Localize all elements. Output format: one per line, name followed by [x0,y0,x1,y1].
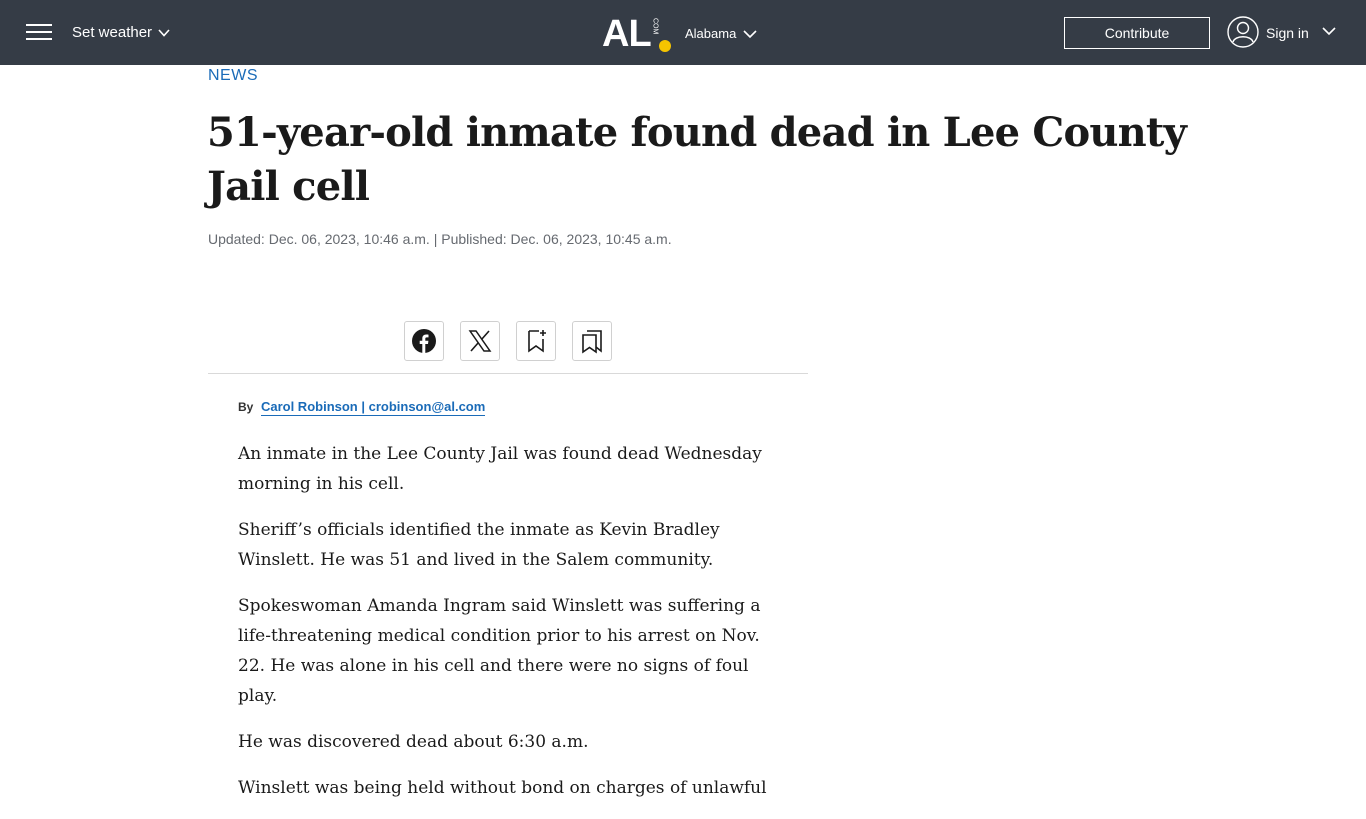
article-paragraph: He was discovered dead about 6:30 a.m. [238,732,589,752]
article-byline [238,399,485,414]
save-article-button[interactable] [516,321,556,361]
hamburger-menu-icon[interactable] [26,24,52,42]
x-icon [468,329,492,353]
article-paragraph: An inmate in the Lee County Jail was found dead Wednesday morning in his cell. [238,444,762,494]
region-label: Alabama [685,26,737,41]
dateline-separator: | [433,231,438,247]
logo-text: AL [602,13,651,55]
user-avatar-icon[interactable] [1227,16,1259,48]
contribute-button[interactable] [1064,17,1210,49]
saved-bookmarks-icon [580,329,604,353]
share-toolbar [208,321,808,374]
article-paragraph: Winslett was being held without bond on charges of unlawful [238,778,767,798]
chevron-down-icon[interactable] [1322,26,1336,36]
published-timestamp: Published: Dec. 06, 2023, 10:45 a.m. [441,231,672,247]
article-paragraph: Spokeswoman Amanda Ingram said Winslett was suffering a life-threatening medical condition prior to his arrest on Nov. 22. He was alone in his cell and there were no signs of foul play. [238,596,761,706]
section-label[interactable]: NEWS [208,67,258,84]
set-weather-button[interactable] [72,24,170,41]
chevron-down-icon [743,29,757,39]
article-headline: 51-year-old inmate found dead in Lee County Jail cell [207,109,1187,210]
author-link[interactable]: Carol Robinson | crobinson@al.com [260,399,486,414]
bookmark-add-icon [525,329,547,353]
article-paragraph: Sheriff’s officials identified the inmate as Kevin Bradley Winslett. He was 51 and lived in the Salem community. [238,520,720,570]
updated-timestamp: Updated: Dec. 06, 2023, 10:46 a.m. [208,231,430,247]
facebook-share-button[interactable] [404,321,444,361]
byline-prefix: By [238,400,254,414]
sign-in-link[interactable]: Sign in [1266,25,1309,41]
logo-dot [659,40,671,52]
site-logo[interactable] [602,15,659,55]
site-header [0,0,1366,65]
region-selector[interactable] [685,26,757,41]
article-body [238,439,788,819]
contribute-label: Contribute [1104,25,1170,41]
article-dateline [208,231,672,247]
saved-articles-button[interactable] [572,321,612,361]
chevron-down-icon [158,27,170,39]
set-weather-label: Set weather [72,24,153,41]
facebook-icon [411,328,437,354]
x-share-button[interactable] [460,321,500,361]
logo-suffix: COM [651,18,659,35]
